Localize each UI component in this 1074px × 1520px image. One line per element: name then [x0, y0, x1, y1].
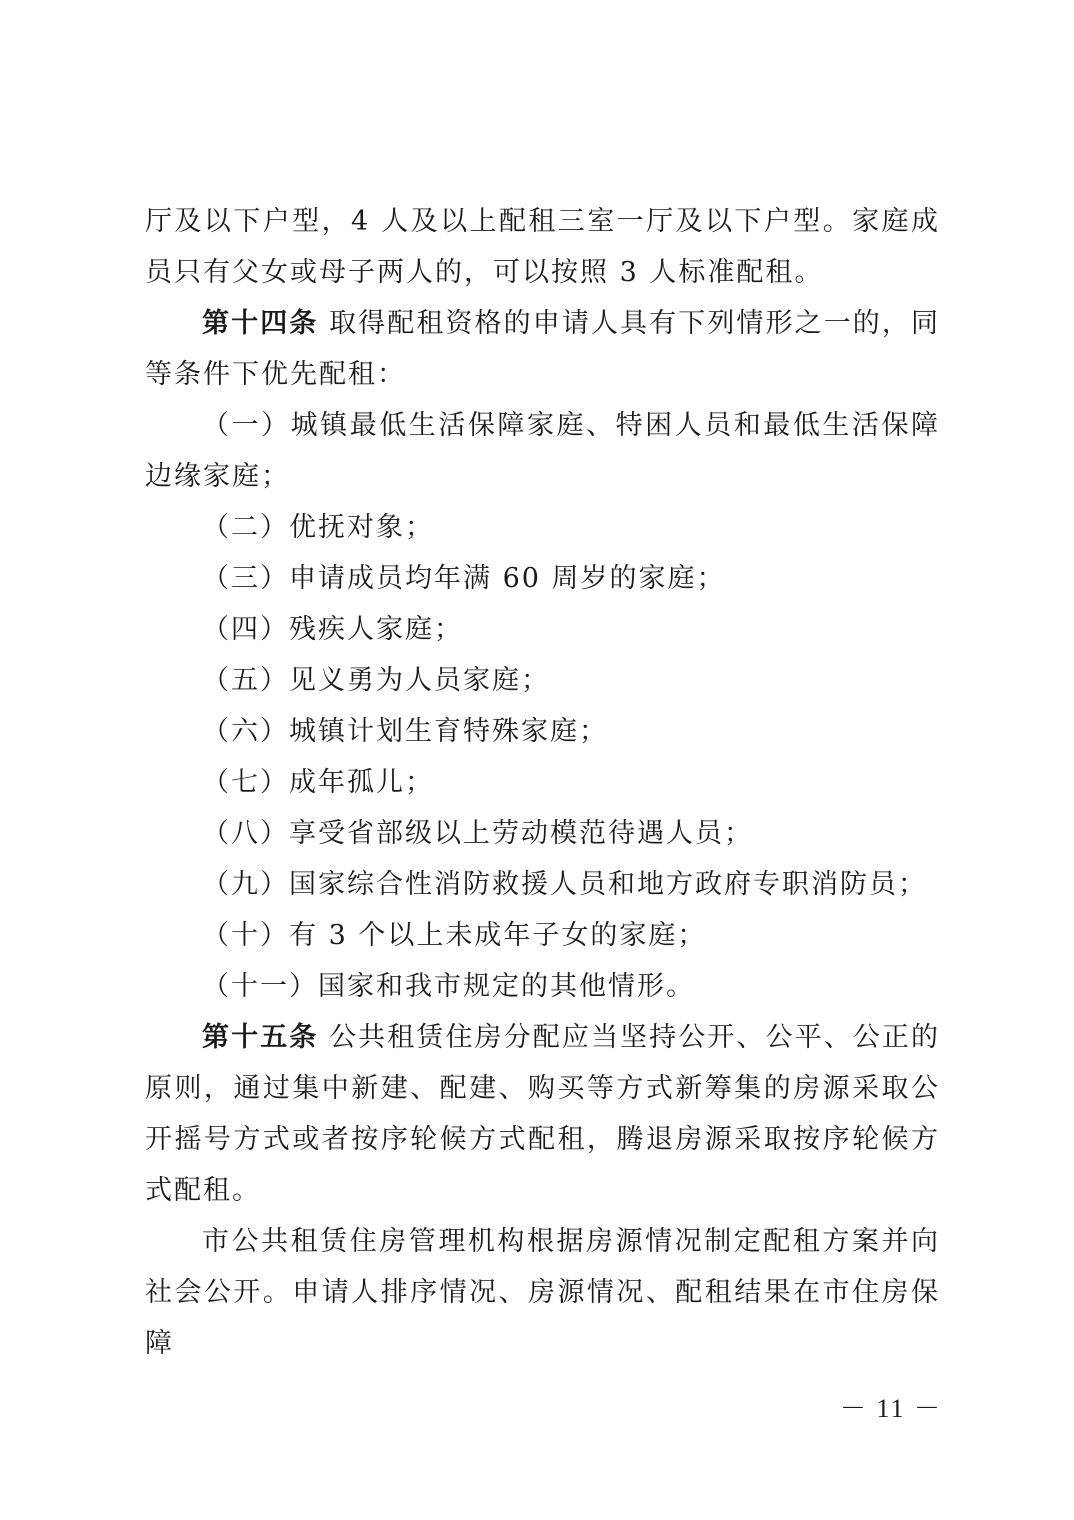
list-item: （七）成年孤儿； — [202, 767, 434, 798]
article-15-heading: 第十五条 — [202, 1022, 319, 1053]
paragraph-last: 市公共租赁住房管理机构根据房源情况制定配租方案并向社会公开。申请人排序情况、房源情况、配租结果在市住房保障 — [145, 1226, 940, 1359]
document-body — [145, 196, 940, 1369]
list-item: （十）有 3 个以上未成年子女的家庭； — [202, 920, 707, 951]
list-item: （九）国家综合性消防救援人员和地方政府专职消防员； — [202, 869, 927, 900]
list-item: （十一）国家和我市规定的其他情形。 — [202, 971, 695, 1002]
list-item: （二）优抚对象； — [202, 512, 434, 543]
article-14-text: 取得配租资格的申请人具有下列情形之一的，同等条件下优先配租： — [145, 308, 941, 390]
list-item: （四）残疾人家庭； — [202, 614, 463, 645]
list-item: （八）享受省部级以上劳动模范待遇人员； — [202, 818, 753, 849]
list-item: （三）申请成员均年满 60 周岁的家庭； — [202, 563, 726, 594]
article-14-heading: 第十四条 — [202, 308, 319, 339]
list-item: （一）城镇最低生活保障家庭、特困人员和最低生活保障边缘家庭； — [145, 410, 940, 492]
article-15-paragraph — [145, 1012, 940, 1216]
article-14-paragraph — [145, 298, 940, 400]
article-15-text: 公共租赁住房分配应当坚持公开、公平、公正的原则，通过集中新建、配建、购买等方式新筹集的房源采取公开摇号方式或者按序轮候方式配租，腾退房源采取按序轮候方式配租。 — [145, 1022, 941, 1206]
list-item: （六）城镇计划生育特殊家庭； — [202, 716, 608, 747]
page-number: － 11 － — [839, 1394, 942, 1423]
paragraph-continuation: 厅及以下户型，4 人及以上配租三室一厅及以下户型。家庭成员只有父女或母子两人的，可以按照 3 人标准配租。 — [145, 206, 940, 288]
list-item: （五）见义勇为人员家庭； — [202, 665, 550, 696]
